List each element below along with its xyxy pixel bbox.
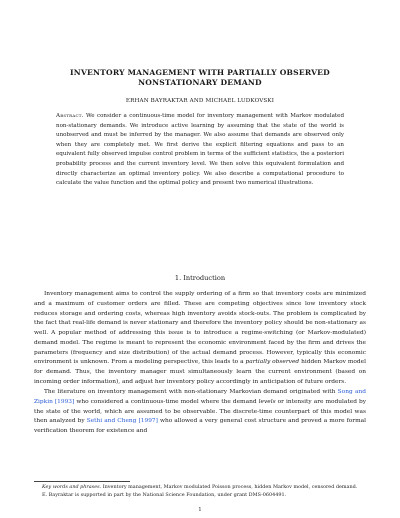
paragraph-1 (34, 290, 366, 388)
abstract-text: We consider a continuous-time model for inventory management with Markov modulated non-stationary demands. We introduce active learning by assuming that the state of the world is unobserved and must be inferred by the manager. We also assume that demands are observed only when they are completely met. We first derive the explicit filtering equations and pass to an equivalent fully observed impulse control problem in terms of the sufficient statistics, the a posteriori probability process and the current inventory level. We then solve this equivalent formulation and directly characterize an optimal inventory policy. We also describe a computational procedure to calculate the value function and the optimal policy and present two numerical illustrations. (56, 113, 344, 187)
paper-title-line-2: NONSTATIONARY DEMAND (138, 78, 262, 87)
emphasis-levels: levels (258, 398, 276, 405)
footnote-funding: E. Bayraktar is supported in part by the National Science Foundation, under grant DMS-0604491. (42, 492, 287, 499)
introduction-body (34, 290, 366, 437)
paper-title-line-1: INVENTORY MANAGEMENT WITH PARTIALLY OBSERVED (70, 68, 330, 77)
footnote-keywords-text: Inventory management, Markov modulated Poisson process, hidden Markov model, censored demand. (101, 484, 358, 490)
section-heading-introduction: 1. Introduction (174, 274, 226, 282)
paragraph-1-text-a: Inventory management aims to control the supply ordering of a firm so that inventory costs are minimized and a maximum of customer orders are filled. These are competing objectives since low inventory stock reduces storage and ordering costs, whereas high inventory avoids stock-outs. The problem is complicated by the fact that real-life demand is never stationary and therefore the inventory policy should be non-stationary as well. A popular method of addressing this issue is to introduce a regime-switching (or Markov-modulated) demand model. The regime is meant to represent the economic environment faced by the firm and drives the parameters (frequency and size distribution) of the actual demand process. However, typically this economic environment is unknown. From a modeling perspective, this leads to a (34, 291, 366, 366)
footnote-keywords (34, 483, 366, 491)
citation-song-zipkin[interactable]: Song and Zipkin [1993] (34, 389, 366, 405)
abstract-label: Abstract. (56, 113, 84, 119)
emphasis-partially-observed: partially observed (245, 359, 300, 366)
footnotes (34, 483, 366, 500)
author-list: ERHAN BAYRAKTAR AND MICHAEL LUDKOVSKI (125, 98, 275, 104)
paragraph-2-text-c: or intensity are modulated by the state of the world, which are assumed to be observable. The discrete-time counterpart of this model was then analyzed by (34, 398, 367, 425)
paragraph-1-text-b: hidden Markov model for demand. Thus, the inventory manager must simultaneously learn the current environment (based on incoming order information), and adjust her inventory policy accordingly in anticipation of future orders. (34, 359, 366, 385)
paragraph-2 (34, 388, 366, 437)
page-number: 1 (198, 507, 202, 513)
footnote-keywords-label: Key words and phrases. (42, 484, 102, 490)
citation-sethi-cheng[interactable]: Sethi and Cheng [1997] (86, 418, 158, 425)
footnote-rule (34, 481, 130, 482)
paragraph-2-text-b: who considered a continuous-time model where the demand (74, 398, 259, 405)
abstract (56, 112, 344, 189)
paragraph-2-text-a: The literature on inventory management with non-stationary Markovian demand originated with (44, 389, 338, 395)
paragraph-2-text-d: who allowed a very general cost structure and proved a more formal verification theorem for existence and (34, 418, 366, 434)
